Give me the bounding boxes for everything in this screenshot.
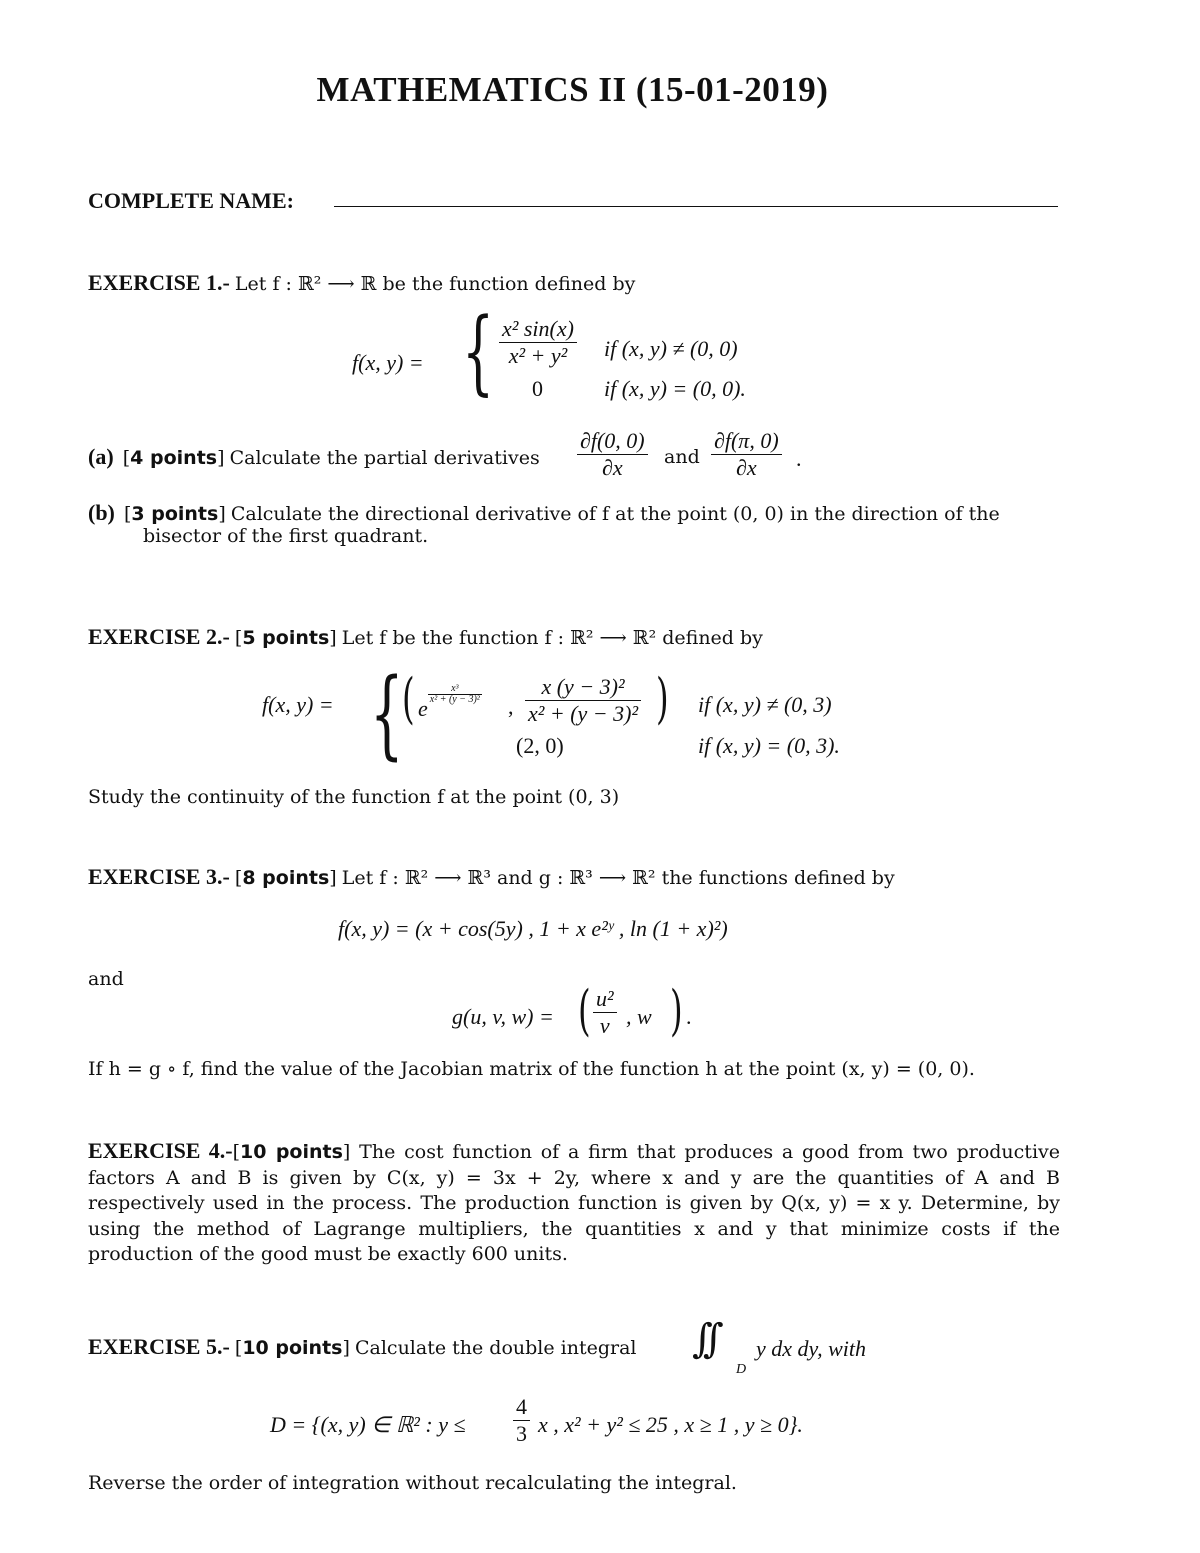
ex2-brace: { xyxy=(370,658,404,770)
ex1-case1-num: x² sin(x) xyxy=(499,316,577,343)
ex2-heading: EXERCISE 2.- xyxy=(88,624,230,649)
ex1-f-lhs: f(x, y) = xyxy=(352,350,424,375)
ex1-a-d1-num: ∂f(0, 0) xyxy=(577,428,648,455)
ex1-a-d2-num: ∂f(π, 0) xyxy=(711,428,782,455)
ex4-text: The cost function of a firm that produces a good from two productive factors A and B is given by C(x, y) = 3x + 2y, where x and y are the quantities of A and B respectively used in the process. The production function is given by Q(x, y) = x y. Determine, by using the method of Lagrange multipliers, the quantities x and y that minimize costs if the production of the good must be exactly 600 units. xyxy=(88,1141,1061,1265)
ex3-g-num: u² xyxy=(593,986,617,1013)
ex2-study: Study the continuity of the function f at the point (0, 3) xyxy=(88,786,620,808)
ex5-integrand: y dx dy, with xyxy=(756,1336,866,1361)
ex1-b-line1: Calculate the directional derivative of f at the point (0, 0) in the direction of the xyxy=(230,503,1000,525)
ex3-intro: Let f : ℝ² ⟶ ℝ³ and g : ℝ³ ⟶ ℝ² the functions defined by xyxy=(341,867,895,889)
name-line[interactable] xyxy=(334,206,1058,207)
ex3-f-def: f(x, y) = (x + cos(5y) , 1 + x e²ʸ , ln (1 + x)²) xyxy=(338,916,728,941)
exam-page: MATHEMATICS II (15-01-2019) COMPLETE NAME: EXERCISE 1.- Let f : ℝ² ⟶ ℝ be the function defined by f(x, y) = { $\frac{\text{x² sin(x)}}{\text{x² + y²}}$ if (x, y) ≠ (0, 0) 0 if (x, y) = (0, 0). (a) [4 points] Calculate the partial derivatives $\frac{\partial f(0, 0)}{\partial x}$ and $\frac{\partial f(\pi, 0)}{\partial x}$ . (b) [3 points] Calculate the directional derivative of f at the point (0, 0) in the direction of the bisector of the first quadrant. EXERCISE 2.- [5 points] Let f be the function f : ℝ² ⟶ ℝ² defined by f(x, y) = { ( e $\frac{\text{x³}}{\text{x² + (y − 3)²}}$ , $\frac{\text{x (y − 3)²}}{\text{x² + (y − 3)²}}$ ) if (x, y) ≠ (0, 3) (2, 0) if (x, y) = (0, 3). Study the continuity of the function f at the point (0, 3) EXERCISE 3.- [8 points] Let f : ℝ² ⟶ ℝ³ and g : ℝ³ ⟶ ℝ² the functions defined by f(x, y) = (x + cos(5y) , 1 + x e²ʸ , ln (1 + x)²) and g(u, v, w) = ( $\frac{\text{u²}}{v}$ , w ) . If h = g ∘ f, find the value of the Jacobian matrix of the function h at the point (x, y) = (0, 0). EXERCISE 4.-[10 points] The cost function of a firm that produces a good from two productive factors A and B is given by C(x, y) = 3x + 2y, where x and y are the quantities of A and B respectively used in the process. The production function is given by Q(x, y) = x y. Determine, by using the method of Lagrange multipliers, the quantities x and y that minimize costs if the production of the good must be exactly 600 units. EXERCISE 5.- [10 points] Calculate the double integral ∫∫ D y dx dy, with D = {(x, y) ∈ ℝ² : y ≤ $\frac{4}{3}$ x , x² + y² ≤ 25 , x ≥ 1 , y ≥ 0}. Reverse the order of integration without recalculating the integral. xyxy=(0,0,1200,1553)
ex1-case1-frac xyxy=(496,316,580,369)
ex3-g-frac xyxy=(590,986,620,1039)
ex1-a-text: Calculate the partial derivatives xyxy=(229,447,540,469)
ex1-case2-cond: if (x, y) = (0, 0). xyxy=(604,376,746,401)
ex4-heading: EXERCISE 4.- xyxy=(88,1138,233,1163)
ex4-paragraph: EXERCISE 4.-[10 points] The cost function of a firm that produces a good from two productive factors A and B is given by C(x, y) = 3x + 2y, where x and y are the quantities of A and B respectively used in the process. The production function is given by Q(x, y) = x y. Determine, by using the method of Lagrange multipliers, the quantities x and y that minimize costs if the production of the good must be exactly 600 units. xyxy=(88,1138,1061,1265)
ex5-d-rest: x , x² + y² ≤ 25 , x ≥ 1 , y ≥ 0}. xyxy=(538,1412,803,1437)
ex1-a-d2-den: ∂x xyxy=(736,455,757,480)
ex3-g-den: v xyxy=(599,1013,610,1038)
ex1-a-deriv2 xyxy=(708,428,785,481)
name-label: COMPLETE NAME: xyxy=(88,188,294,213)
ex2-f-lhs: f(x, y) = xyxy=(262,692,334,717)
ex3-final: If h = g ∘ f, find the value of the Jacobian matrix of the function h at the point (x, y) = (0, 0). xyxy=(88,1058,975,1080)
ex3-header: EXERCISE 3.- [8 points] Let f : ℝ² ⟶ ℝ³ and g : ℝ³ ⟶ ℝ² the functions defined by xyxy=(88,864,895,889)
ex1-a-deriv1 xyxy=(574,428,651,481)
ex5-d-frac xyxy=(510,1394,533,1447)
ex3-heading: EXERCISE 3.- xyxy=(88,864,230,889)
ex5-heading: EXERCISE 5.- xyxy=(88,1334,230,1359)
ex1-intro: Let f : ℝ² ⟶ ℝ be the function defined by xyxy=(234,273,636,295)
ex5-integral: ∫∫ xyxy=(692,1316,714,1362)
ex1-part-a: (a) [4 points] Calculate the partial derivatives xyxy=(88,444,540,469)
page-title: MATHEMATICS II (15-01-2019) xyxy=(316,70,829,109)
ex1-brace: { xyxy=(462,298,495,405)
ex2-comp2-den: x² + (y − 3)² xyxy=(528,701,639,726)
ex2-comp2 xyxy=(522,674,644,727)
ex1-b-label: (b) xyxy=(88,500,115,525)
ex1-header xyxy=(88,270,635,296)
ex1-case2-val: 0 xyxy=(532,376,543,401)
ex2-case2-val: (2, 0) xyxy=(516,733,564,758)
ex1-b-line2: bisector of the first quadrant. xyxy=(143,525,429,547)
ex5-d-num: 4 xyxy=(513,1394,530,1421)
ex5-domain-sub: D xyxy=(736,1362,747,1377)
ex2-lparen: ( xyxy=(402,667,415,730)
ex1-case1-cond: if (x, y) ≠ (0, 0) xyxy=(604,336,738,361)
ex2-exp-num: x³ xyxy=(428,684,482,695)
ex5-d-den: 3 xyxy=(516,1421,527,1446)
ex5-d-lhs: D = {(x, y) ∈ ℝ² : y ≤ xyxy=(270,1412,466,1437)
ex3-g-lhs: g(u, v, w) = xyxy=(452,1004,554,1029)
ex2-case2-cond: if (x, y) = (0, 3). xyxy=(698,733,840,758)
ex1-case1-den: x² + y² xyxy=(508,343,568,368)
ex1-heading: EXERCISE 1.- xyxy=(88,270,230,295)
ex1-a-d1-den: ∂x xyxy=(602,455,623,480)
ex1-part-b: (b) [3 points] Calculate the directional derivative of f at the point (0, 0) in the direction of the xyxy=(88,500,1000,525)
ex5-reverse: Reverse the order of integration without recalculating the integral. xyxy=(88,1472,737,1494)
ex2-exp-den: x² + (y − 3)² xyxy=(429,694,480,705)
ex2-intro: Let f be the function f : ℝ² ⟶ ℝ² defined by xyxy=(341,627,763,649)
ex2-header: EXERCISE 2.- [5 points] Let f be the function f : ℝ² ⟶ ℝ² defined by xyxy=(88,624,763,649)
ex1-a-label: (a) xyxy=(88,444,114,469)
ex2-comp2-num: x (y − 3)² xyxy=(525,674,641,701)
ex2-case1-cond: if (x, y) ≠ (0, 3) xyxy=(698,692,832,717)
ex2-exp-base: e xyxy=(418,696,428,721)
ex5-intro: Calculate the double integral xyxy=(354,1337,637,1359)
ex3-g-rest: , w xyxy=(626,1004,652,1029)
ex5-header: EXERCISE 5.- [10 points] Calculate the double integral xyxy=(88,1334,637,1359)
ex2-rparen: ) xyxy=(656,667,669,730)
ex2-exp xyxy=(418,684,482,722)
ex3-and: and xyxy=(88,968,124,990)
ex1-a-and: and xyxy=(664,446,700,468)
